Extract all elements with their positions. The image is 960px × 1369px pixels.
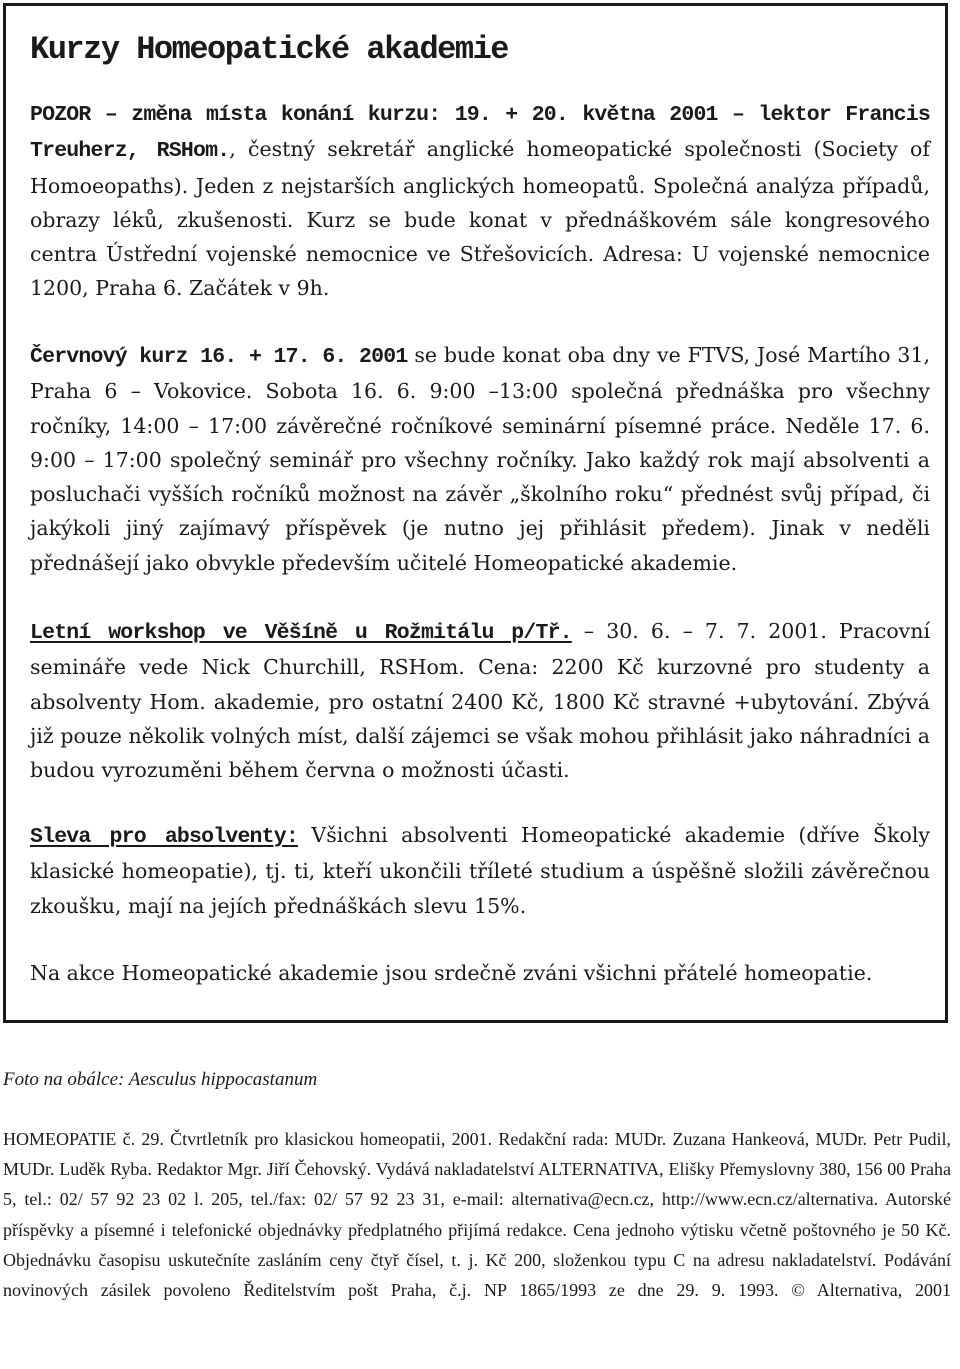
- paragraph-may-course: [30, 96, 930, 306]
- may-course-body: , čestný sekretář anglické homeopatické společnosti (Society of Homoeopaths). Jeden z nejstarších anglických homeopatů. Společná analýza případů, obrazy léků, zkušenosti. Kurz se bude konat v přednáškovém sále kongresového centra Ústřední vojenské nemocnice ve Střešovicích. Adresa: U vojenské nemocnice 1200, Praha 6. Začátek v 9h.: [30, 137, 930, 301]
- publication-imprint: HOMEOPATIE č. 29. Čtvrtletník pro klasickou homeopatii, 2001. Redakční rada: MUDr. Zuzana Hankeová, MUDr. Petr Pudil, MUDr. Luděk Ryba. Redaktor Mgr. Jiří Čehovský. Vydává nakladatelství ALTERNATIVA, Elišky Přemyslovny 380, 156 00 Praha 5, tel.: 02/ 57 92 23 02 l. 205, tel./fax: 02/ 57 92 23 31, e-mail: alternativa@ecn.cz, http://www.ecn.cz/alternativa. Autorské příspěvky a písemné i telefonické objednávky předplatného přijímá redakce. Cena jednoho výtisku včetně poštovného je 50 Kč. Objednávku časopisu uskutečníte zasláním ceny čtyř čísel, t. j. Kč 200, složenkou typu C na adresu nakladatelství. Podávání novinových zásilek povoleno Ředitelstvím pošt Praha, č.j. NP 1865/1993 ze dne 29. 9. 1993. © Alternativa, 2001: [3, 1129, 951, 1301]
- paragraph-invitation: Na akce Homeopatické akademie jsou srdečně zváni všichni přátelé homeopatie.: [30, 961, 873, 985]
- cover-photo-caption: Foto na obálce: Aesculus hippocastanum: [3, 1069, 318, 1090]
- summer-workshop-body: – 30. 6. – 7. 7. 2001. Pracovní semináře vede Nick Churchill, RSHom. Cena: 2200 Kč kurzovné pro studenty a absolventy Hom. akademie, pro ostatní 2400 Kč, 1800 Kč stravné +ubytování. Zbývá již pouze několik volných míst, další zájemci se však mohou přihlásit jako náhradníci a budou vyrozuměni během června o možnosti účasti.: [30, 619, 931, 783]
- course-announcement-box: [3, 3, 948, 1023]
- may-course-lead: POZOR – změna místa konání kurzu: 19. + 20. května 2001 – lektor Francis Treuherz, RSHom.: [30, 103, 930, 164]
- paragraph-june-course: [30, 338, 930, 580]
- paragraph-graduate-discount: [30, 818, 930, 923]
- graduate-discount-lead: Sleva pro absolventy:: [30, 825, 298, 849]
- box-title: Kurzy Homeopatické akademie: [30, 31, 508, 68]
- paragraph-summer-workshop: [30, 614, 930, 787]
- graduate-discount-body: Všichni absolventi Homeopatické akademie (dříve Školy klasické homeopatie), tj. ti, kteří ukončili tříleté studium a úspěšně složili závěrečnou zkoušku, mají na jejích přednáškách slevu 15%.: [30, 823, 930, 918]
- june-course-lead: Červnový kurz 16. + 17. 6. 2001: [30, 345, 408, 369]
- june-course-body: se bude konat oba dny ve FTVS, José Martího 31, Praha 6 – Vokovice. Sobota 16. 6. 9:00 –13:00 společná přednáška pro všechny ročníky, 14:00 – 17:00 závěrečné ročníkové seminární písemné práce. Neděle 17. 6. 9:00 – 17:00 společný seminář pro všechny ročníky. Jako každý rok mají absolventi a posluchači vyšších ročníků možnost na závěr „školního roku“ přednést svůj případ, či jakýkoli jiný zajímavý příspěvek (je nutno jej přihlásit předem). Jinak v neděli přednášejí jako obvykle především učitelé Homeopatické akademie.: [30, 343, 930, 575]
- summer-workshop-lead: Letní workshop ve Věšíně u Rožmitálu p/Tř.: [30, 621, 572, 645]
